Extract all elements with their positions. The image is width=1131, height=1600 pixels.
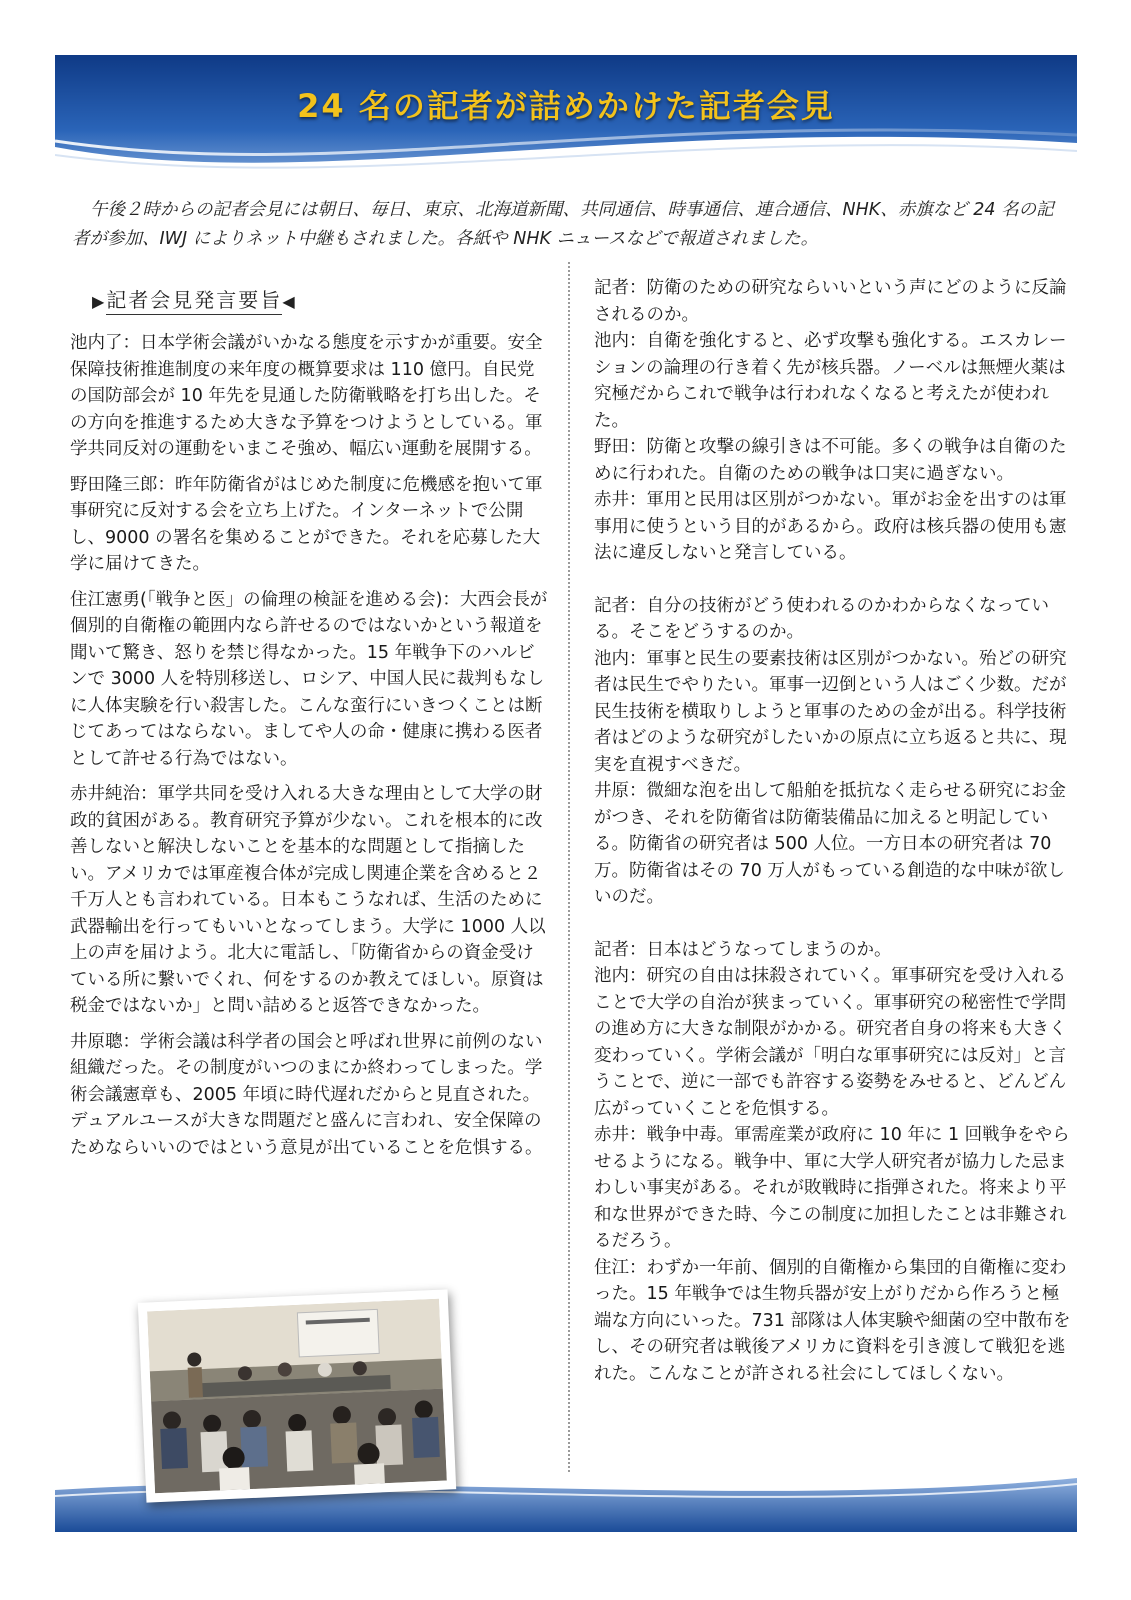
qa-paragraph: 住江：わずか一年前、個別的自衛権から集団的自衛権に変わった。15 年戦争では生物兵器が安上がりだから作ろうと極端な方向にいった。731 部隊は人体実験や細菌の空中散布をし、その研究者は戦後アメリカに資料を引き渡して戦犯を逃れた。こんなことが許される社会にしてほしくない。 <box>594 1257 1071 1384</box>
qa-paragraph: 池内：軍事と民生の要素技術は区別がつかない。殆どの研究者は民生でやりたい。軍事一辺倒という人はごく少数。だが民生技術を横取りしようと軍事のための金が出る。科学技術者はどのような研究がしたいかの原点に立ち返ると共に、現実を直視すべきだ。 <box>594 648 1067 775</box>
triangle-left-icon: ◀ <box>282 292 297 311</box>
statement-paragraph: 池内了：日本学術会議がいかなる態度を示すかが重要。安全保障技術推進制度の来年度の概算要求は 110 億円。自民党の国防部会が 10 年先を見通した防衛戦略を打ち出した。その方向を推進するため大きな予算をつけようとしている。軍学共同反対の運動をいまこそ強め、幅広い運動を展開する。 <box>70 333 543 459</box>
statement-paragraph: 住江憲勇(「戦争と医」の倫理の検証を進める会)：大西会長が個別的自衛権の範囲内なら許せるのではないかという報道を聞いて驚き、怒りを禁じ得なかった。15 年戦争下のハルビンで 3000 人を特別移送し、ロシア、中国人民に裁判もなしに人体実験を行い殺害した。こんな蛮行にいきつくことは断じてあってはならない。ましてや人の命・健康に携わる医者として許せる行為ではない。 <box>70 589 548 769</box>
triangle-right-icon: ▶ <box>92 292 107 311</box>
qa-paragraph: 池内：研究の自由は抹殺されていく。軍事研究を受け入れることで大学の自治が狭まっていく。軍事研究の秘密性で学問の進め方に大きな制限がかかる。研究者自身の将来も大きく変わっていく。学術会議が「明白な軍事研究には反対」と言うことで、逆に一部でも許容する姿勢をみせると、どんどん広がっていくことを危惧する。 <box>594 966 1067 1119</box>
page-title: 24 名の記者が詰めかけた記者会見 <box>297 87 835 125</box>
header-banner <box>55 55 1077 180</box>
qa-paragraph: 池内：自衛を強化すると、必ず攻撃も強化する。エスカレーションの論理の行き着く先が核兵器。ノーベルは無煙火薬は究極だからこれで戦争は行われなくなると考えたが使われた。 <box>594 331 1067 431</box>
qa-paragraph: 記者：日本はどうなってしまうのか。 <box>594 939 892 960</box>
qa-paragraph: 記者：自分の技術がどう使われるのかわからなくなっている。そこをどうするのか。 <box>594 595 1049 642</box>
photo-image <box>147 1299 447 1494</box>
intro-paragraph <box>72 196 1062 254</box>
statement-paragraph: 井原聰：学術会議は科学者の国会と呼ばれ世界に前例のない組織だった。その制度がいつのまにか終わってしまった。学術会議憲章も、2005 年頃に時代遅れだからと見直された。デュアルユースが大きな問題だと盛んに言われ、安全保障のためならいいのではという意見が出ていることを危惧する。 <box>70 1031 543 1158</box>
qa-paragraph: 赤井：戦争中毒。軍需産業が政府に 10 年に 1 回戦争をやらせるようになる。戦争中、軍に大学人研究者が協力した忌まわしい事実がある。それが敗戦時に指弾された。将来より平和な世界ができた時、今この制度に加担したことは非難されるだろう。 <box>594 1125 1070 1251</box>
qa-paragraph: 記者：防衛のための研究ならいいという声にどのように反論されるのか。 <box>594 278 1067 325</box>
column-divider <box>568 262 570 1472</box>
press-conference-photo <box>138 1289 456 1502</box>
left-column <box>70 330 550 1170</box>
section-heading <box>92 284 297 313</box>
spacer <box>594 567 1072 593</box>
statement-paragraph: 野田隆三郎：昨年防衛省がはじめた制度に危機感を抱いて軍事研究に反対する会を立ち上げた。インターネットで公開し、9000 の署名を集めることができた。それを応募した大学に届けてきた。 <box>70 474 543 574</box>
intro-text: 午後２時からの記者会見には朝日、毎日、東京、北海道新聞、共同通信、時事通信、連合通信、NHK、赤旗など 24 名の記者が参加、IWJ によりネット中継もされました。各紙や NHK ニュースなどで報道されました。 <box>72 200 1054 249</box>
qa-paragraph: 野田：防衛と攻撃の線引きは不可能。多くの戦争は自衛のために行われた。自衛のための戦争は口実に過ぎない。 <box>594 437 1067 484</box>
qa-paragraph: 赤井：軍用と民用は区別がつかない。軍がお金を出すのは軍事用に使うという目的があるから。政府は核兵器の使用も憲法に違反しないと発言している。 <box>594 490 1067 563</box>
qa-paragraph: 井原：微細な泡を出して船舶を抵抗なく走らせる研究にお金がつき、それを防衛省は防衛装備品に加えると明記している。防衛省の研究者は 500 人位。一方日本の研究者は 70 万。防衛省はその 70 万人がもっている創造的な中味が欲しいのだ。 <box>594 781 1066 907</box>
section-heading-text: 記者会見発言要旨 <box>106 288 282 315</box>
statement-paragraph: 赤井純治：軍学共同を受け入れる大きな理由として大学の財政的貧困がある。教育研究予算が少ない。これを根本的に改善しないと解決しないことを基本的な問題として指摘したい。アメリカでは軍産複合体が完成し関連企業を含めると２千万人とも言われている。日本もこうなれば、生活のために武器輸出を行ってもいいとなってしまう。大学に 1000 人以上の声を届けよう。北大に電話し、「防衛省からの資金受けている所に繋いでくれ、何をするのか教えてほしい。原資は税金ではないか」と問い詰めると返答できなかった。 <box>70 784 546 1016</box>
spacer <box>594 911 1072 937</box>
right-column <box>594 275 1072 1387</box>
